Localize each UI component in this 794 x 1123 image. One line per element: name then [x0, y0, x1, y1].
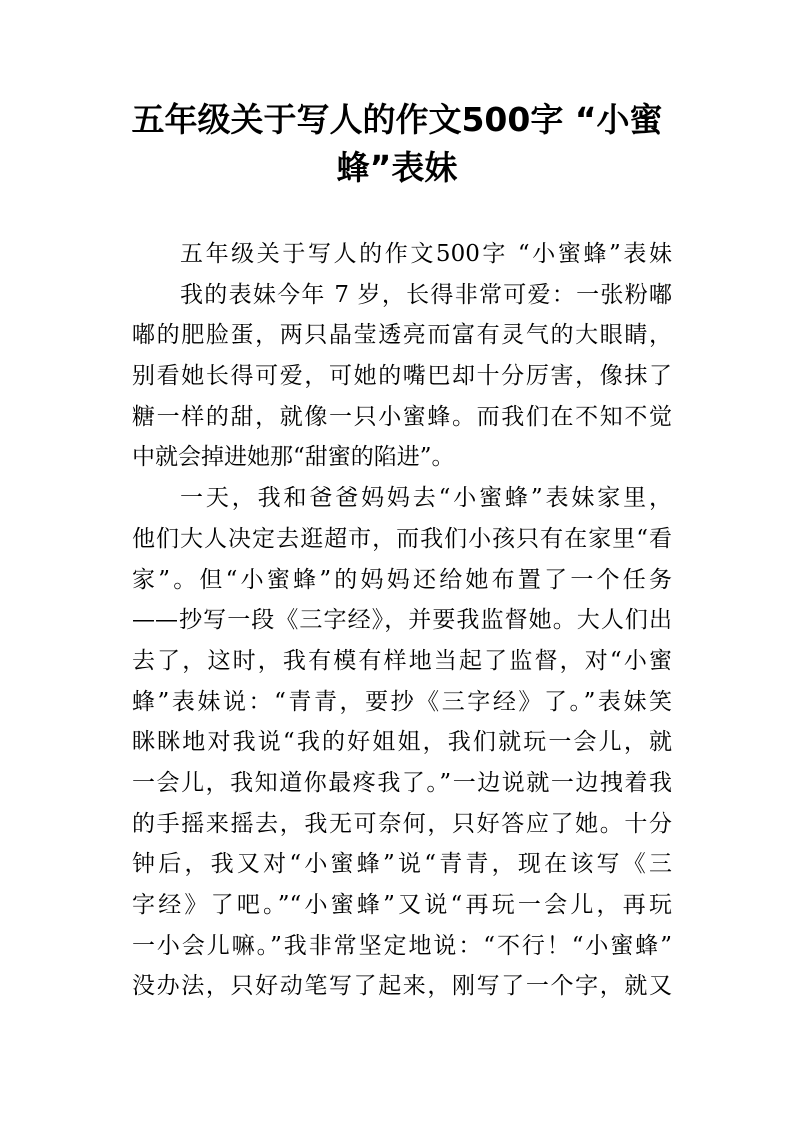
body-line: 一会儿，我知道你最疼我了。”一边说就一边拽着我 [132, 769, 672, 796]
body-line: 钟后，我又对“小蜜蜂”说“青青，现在该写《三 [132, 851, 672, 878]
body-line: 嘟的肥脸蛋，两只晶莹透亮而富有灵气的大眼睛， [132, 322, 672, 349]
document-body [132, 234, 672, 1007]
body-line: 的手摇来摇去，我无可奈何，只好答应了她。十分 [132, 810, 672, 837]
title-line-2: 蜂”表妹 [336, 148, 458, 187]
body-line: 蜂”表妹说：“青青，要抄《三字经》了。”表妹笑 [132, 688, 672, 715]
body-line: 我的表妹今年 7 岁，长得非常可爱：一张粉嘟 [180, 281, 672, 308]
document-title [110, 96, 684, 192]
body-line: 一小会儿嘛。”我非常坚定地说：“不行！“小蜜蜂” [132, 932, 672, 959]
body-line: 一天，我和爸爸妈妈去“小蜜蜂”表妹家里， [180, 485, 672, 512]
body-line: 眯眯地对我说“我的好姐姐，我们就玩一会儿，就 [132, 729, 672, 756]
body-line: ——抄写一段《三字经》，并要我监督她。大人们出 [132, 607, 672, 634]
body-line: 他们大人决定去逛超市，而我们小孩只有在家里“看 [132, 525, 672, 552]
body-line: 五年级关于写人的作文500字 “小蜜蜂”表妹 [180, 241, 672, 267]
body-line: 别看她长得可爱，可她的嘴巴却十分厉害，像抹了 [132, 363, 672, 390]
body-line: 糖一样的甜，就像一只小蜜蜂。而我们在不知不觉 [132, 403, 672, 430]
body-line: 没办法，只好动笔写了起来，刚写了一个字，就又 [132, 973, 672, 1000]
body-line: 字经》了吧。”“小蜜蜂”又说“再玩一会儿，再玩 [132, 892, 672, 918]
title-line-1: 五年级关于写人的作文500字 “小蜜 [131, 100, 663, 139]
body-line: 中就会掉进她那“甜蜜的陷进”。 [132, 444, 455, 471]
body-line: 家”。但“小蜜蜂”的妈妈还给她布置了一个任务 [132, 566, 672, 593]
body-line: 去了，这时，我有模有样地当起了监督，对“小蜜 [132, 647, 672, 674]
